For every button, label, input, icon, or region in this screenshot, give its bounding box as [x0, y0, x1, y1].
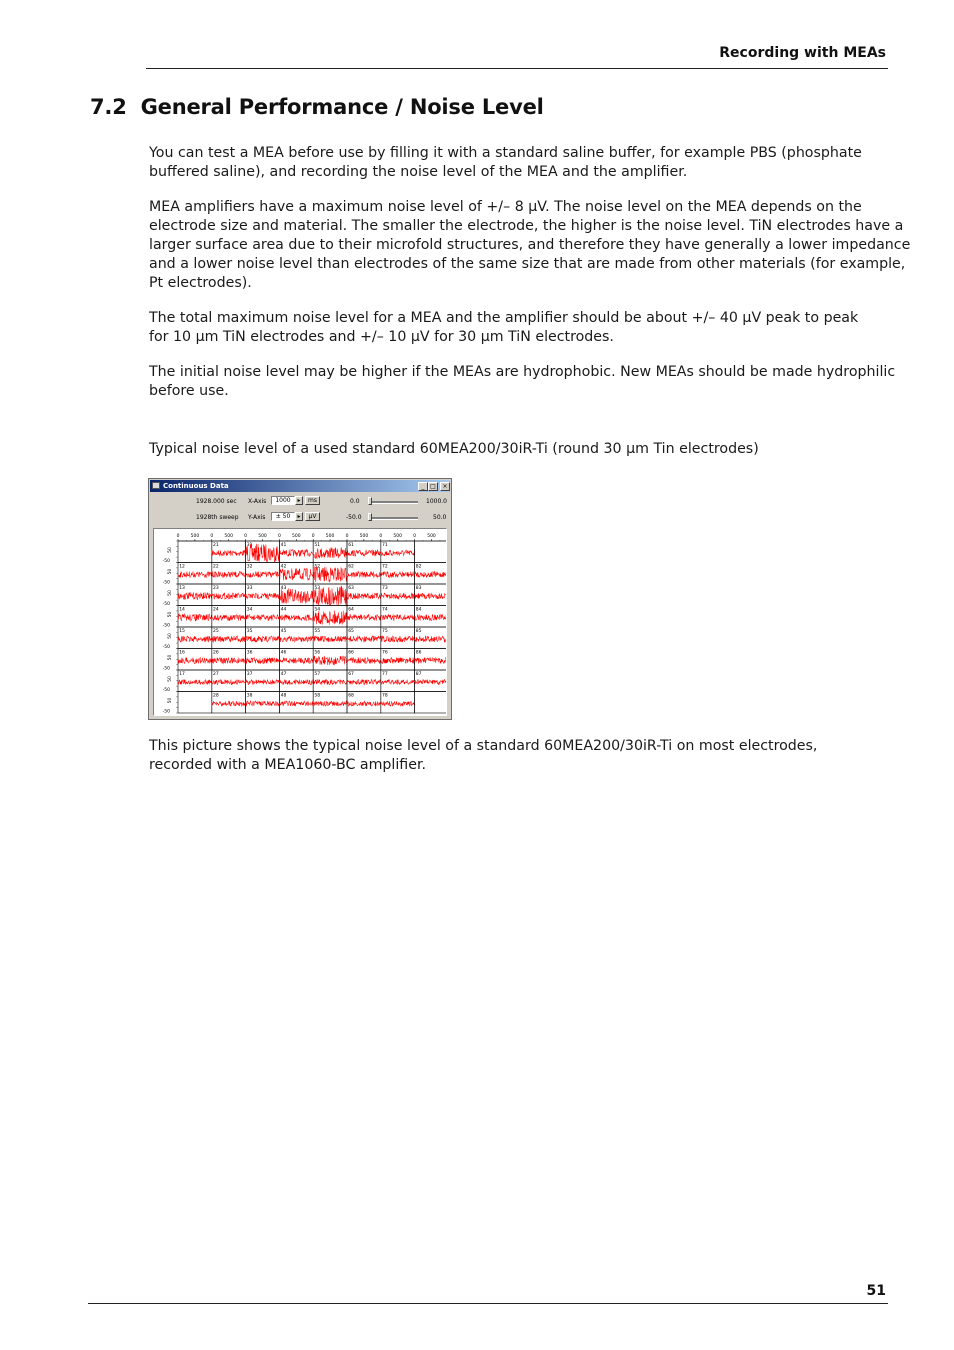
noise-trace: [212, 572, 246, 578]
y-tick-label: 50: [168, 633, 173, 639]
x-axis-label: X-Axis: [248, 498, 267, 505]
y-tick-label: 50: [168, 611, 173, 618]
paragraph-line: electrode size and material. The smaller the electrode, the higher is the noise level. TiN electrodes have a: [149, 218, 904, 234]
noise-trace: [347, 701, 381, 706]
noise-trace: [347, 658, 381, 664]
channel-label: 46: [280, 650, 287, 656]
channel-label: 65: [348, 629, 354, 635]
channel-label: 48: [280, 693, 287, 699]
channel-label: 66: [348, 650, 354, 656]
channel-label: 84: [415, 607, 422, 613]
channel-label: 34: [246, 607, 253, 613]
noise-trace: [381, 701, 415, 706]
channel-label: 55: [314, 629, 321, 635]
y-tick-label: 50: [168, 654, 173, 661]
channel-label: 74: [382, 607, 388, 613]
channel-label: 25: [213, 629, 219, 635]
noise-trace: [381, 680, 415, 685]
noise-trace: [381, 572, 415, 578]
x-tick-label: 0: [379, 534, 383, 539]
x-tick-label: 500: [325, 534, 335, 539]
channel-label: 43: [280, 586, 287, 592]
noise-trace: [415, 593, 446, 599]
y-tick-label: -50: [162, 580, 170, 586]
noise-trace: [381, 658, 415, 664]
channel-label: 53: [314, 586, 321, 592]
x-tick-label: 0: [311, 534, 315, 539]
x-tick-label: 0: [345, 534, 349, 539]
noise-trace: [415, 680, 446, 685]
noise-trace: [313, 656, 347, 665]
channel-label: 22: [213, 564, 219, 570]
noise-trace: [347, 593, 381, 599]
noise-trace: [313, 701, 347, 706]
noise-trace: [212, 680, 246, 685]
paragraph-total-noise: [149, 309, 877, 347]
channel-label: 31: [246, 543, 253, 549]
noise-trace: [279, 680, 313, 685]
channel-label: 36: [246, 650, 253, 656]
section-title: [90, 95, 544, 119]
x-tick-label: 500: [292, 534, 301, 539]
channel-label: 73: [382, 586, 388, 592]
channel-label: 56: [314, 650, 321, 656]
sweep-readout: 1928th sweep: [196, 514, 239, 521]
noise-trace: [212, 615, 246, 621]
channel-label: 64: [348, 607, 354, 613]
paragraph-line: This picture shows the typical noise level of a standard 60MEA200/30iR-Ti on most electrodes,: [149, 738, 818, 754]
noise-trace: [246, 701, 280, 706]
y-slider-max: 50.0: [433, 514, 447, 521]
noise-trace: [246, 615, 280, 621]
channel-label: 17: [179, 672, 185, 678]
channel-label: 71: [382, 543, 388, 549]
x-tick-label: 0: [244, 534, 248, 539]
noise-trace: [279, 701, 313, 706]
channel-label: 76: [382, 650, 388, 656]
window-title: Continuous Data: [163, 482, 229, 490]
paragraph-line: Pt electrodes).: [149, 275, 252, 291]
y-tick-label: -50: [162, 688, 170, 693]
noise-trace: [279, 550, 313, 557]
channel-label: 38: [246, 693, 253, 699]
channel-label: 58: [314, 693, 321, 699]
channel-label: 85: [415, 629, 422, 635]
noise-trace: [178, 572, 212, 578]
channel-label: 63: [348, 586, 354, 592]
running-header: Recording with MEAs: [719, 45, 886, 61]
x-slider-thumb[interactable]: [368, 497, 372, 505]
section-number: 7.2: [90, 95, 127, 119]
section-heading: General Performance / Noise Level: [140, 95, 544, 119]
paragraph-line: buffered saline), and recording the noise level of the MEA and the amplifier.: [149, 164, 688, 180]
noise-trace: [212, 550, 246, 556]
x-tick-label: 0: [413, 534, 417, 539]
channel-label: 35: [246, 629, 253, 635]
noise-trace: [178, 592, 212, 599]
noise-trace: [246, 593, 280, 599]
continuous-data-window: [148, 478, 452, 720]
y-tick-label: -50: [162, 709, 170, 715]
y-tick-label: 50: [168, 676, 173, 682]
noise-trace: [415, 614, 446, 620]
paragraph-line: larger surface area due to their microfold structures, and therefore they have generally a lower impedance: [149, 237, 911, 253]
channel-label: 24: [213, 607, 219, 613]
x-axis-unit-button[interactable]: ms: [305, 496, 320, 505]
y-tick-label: -50: [162, 623, 170, 629]
noise-trace: [347, 636, 381, 642]
noise-trace: [246, 636, 280, 642]
channel-label: 12: [179, 564, 185, 570]
channel-grid-plot: [153, 528, 447, 716]
noise-trace: [381, 615, 415, 621]
channel-label: 75: [382, 629, 388, 635]
x-tick-label: 500: [258, 534, 267, 539]
x-tick-label: 0: [277, 534, 281, 539]
noise-trace: [246, 680, 280, 685]
channel-label: 54: [314, 607, 321, 613]
noise-trace: [178, 636, 212, 642]
channel-label: 62: [348, 564, 354, 570]
noise-trace: [347, 615, 381, 621]
noise-trace: [279, 568, 313, 580]
window-app-icon: [152, 482, 160, 489]
channel-cell: [178, 541, 212, 563]
y-axis-label: Y-Axis: [248, 514, 266, 521]
channel-label: 72: [382, 564, 388, 570]
figure-caption: [149, 440, 877, 459]
x-tick-label: 500: [359, 534, 369, 539]
y-slider-track[interactable]: [368, 517, 418, 520]
minimize-button[interactable]: _: [418, 482, 428, 491]
channel-label: 51: [314, 543, 321, 549]
x-tick-label: 500: [190, 534, 200, 539]
channel-cell: [415, 541, 446, 563]
noise-trace: [279, 636, 313, 642]
control-panel: [150, 492, 450, 528]
noise-trace: [415, 636, 446, 642]
channel-label: 33: [246, 586, 253, 592]
channel-label: 41: [280, 543, 287, 549]
x-slider-min: 0.0: [350, 498, 360, 505]
paragraph-line: The total maximum noise level for a MEA and the amplifier should be about +/– 40 µV peak to peak: [149, 310, 859, 326]
y-tick-label: 50: [168, 590, 173, 596]
channel-label: 16: [179, 650, 185, 656]
paragraph-line: The initial noise level may be higher if the MEAs are hydrophobic. New MEAs should be made hydrophilic: [149, 364, 896, 380]
noise-trace: [212, 701, 246, 706]
channel-label: 57: [314, 672, 321, 678]
y-slider-min: -50.0: [346, 514, 362, 521]
paragraph-line: recorded with a MEA1060-BC amplifier.: [149, 757, 427, 773]
channel-label: 21: [213, 543, 219, 549]
paragraph-line: You can test a MEA before use by filling it with a standard saline buffer, for example PBS (phosphate: [149, 145, 862, 161]
channel-label: 78: [382, 693, 388, 699]
noise-trace: [381, 550, 415, 556]
noise-trace: [246, 544, 280, 562]
close-button[interactable]: ×: [440, 482, 450, 491]
paragraph-line: and a lower noise level than electrodes of the same size that are made from other materials (for example,: [149, 256, 906, 272]
channel-label: 14: [179, 607, 185, 613]
channel-cell: [178, 692, 212, 714]
caption-line: Typical noise level of a used standard 60MEA200/30iR-Ti (round 30 µm Tin electrodes): [149, 441, 759, 457]
channel-label: 77: [382, 672, 388, 678]
channel-label: 23: [213, 586, 219, 592]
channel-label: 67: [348, 672, 354, 678]
noise-trace: [347, 571, 381, 577]
noise-trace: [212, 658, 246, 664]
y-tick-label: -50: [162, 559, 170, 564]
channel-label: 82: [415, 564, 422, 570]
noise-trace: [415, 657, 446, 663]
time-readout: 1928.000 sec: [196, 498, 237, 505]
noise-trace: [212, 636, 246, 642]
noise-trace: [347, 680, 381, 685]
channel-label: 44: [280, 607, 287, 613]
y-tick-label: 50: [168, 568, 173, 575]
channel-label: 32: [246, 564, 253, 570]
x-tick-label: 0: [176, 534, 180, 539]
maximize-button[interactable]: □: [428, 482, 438, 491]
noise-trace: [347, 550, 381, 556]
y-axis-spin-button[interactable]: ▸: [295, 512, 303, 521]
paragraph-line: MEA amplifiers have a maximum noise level of +/– 8 µV. The noise level on the MEA depends on the: [149, 199, 862, 215]
noise-trace: [313, 636, 347, 642]
paragraph-line: for 10 µm TiN electrodes and +/– 10 µV for 30 µm TiN electrodes.: [149, 329, 614, 345]
noise-trace: [246, 572, 280, 578]
channel-label: 87: [415, 672, 422, 678]
x-tick-label: 500: [427, 534, 436, 539]
paragraph-result: [149, 737, 877, 775]
channel-cell: [415, 692, 446, 714]
y-axis-unit-button[interactable]: µV: [305, 512, 320, 521]
channel-label: 86: [415, 650, 422, 656]
noise-trace: [415, 572, 446, 578]
x-tick-label: 0: [210, 534, 214, 539]
channel-grid-svg: [154, 529, 446, 715]
y-tick-label: 50: [168, 697, 173, 704]
paragraph-hydrophobic: [149, 363, 896, 401]
noise-trace: [212, 593, 246, 599]
noise-trace: [178, 680, 212, 685]
y-slider-thumb[interactable]: [368, 513, 372, 521]
channel-label: 27: [213, 672, 219, 678]
noise-trace: [313, 547, 347, 558]
channel-label: 42: [280, 564, 287, 570]
channel-label: 47: [280, 672, 287, 678]
x-axis-range-input[interactable]: 1000: [271, 496, 295, 505]
channel-label: 15: [179, 629, 185, 635]
x-tick-label: 500: [393, 534, 402, 539]
paragraph-line: before use.: [149, 383, 229, 399]
y-tick-label: 50: [168, 547, 173, 553]
window-titlebar[interactable]: [150, 480, 450, 492]
noise-trace: [279, 615, 313, 621]
paragraph-amplifiers: [149, 198, 911, 293]
noise-trace: [381, 636, 415, 642]
channel-label: 61: [348, 543, 354, 549]
y-axis-range-input[interactable]: ± 50: [271, 512, 295, 521]
noise-trace: [178, 658, 212, 664]
noise-trace: [381, 593, 415, 599]
footer-rule: [88, 1303, 888, 1304]
y-tick-label: -50: [162, 602, 170, 607]
noise-trace: [178, 614, 212, 621]
channel-label: 52: [314, 564, 321, 570]
noise-trace: [246, 658, 280, 664]
x-axis-spin-button[interactable]: ▸: [295, 496, 303, 505]
x-slider-track[interactable]: [368, 501, 418, 504]
channel-label: 83: [415, 586, 422, 592]
channel-label: 13: [179, 586, 185, 592]
page-number: 51: [866, 1283, 886, 1299]
channel-label: 68: [348, 693, 354, 699]
channel-label: 26: [213, 650, 219, 656]
header-rule: [146, 68, 888, 69]
channel-label: 37: [246, 672, 253, 678]
x-slider-max: 1000.0: [426, 498, 447, 505]
y-tick-label: -50: [162, 666, 170, 672]
noise-trace: [313, 680, 347, 685]
y-tick-label: -50: [162, 645, 170, 650]
noise-trace: [279, 658, 313, 664]
channel-label: 28: [213, 693, 219, 699]
x-tick-label: 500: [224, 534, 233, 539]
paragraph-intro: [149, 144, 877, 182]
channel-label: 45: [280, 629, 287, 635]
